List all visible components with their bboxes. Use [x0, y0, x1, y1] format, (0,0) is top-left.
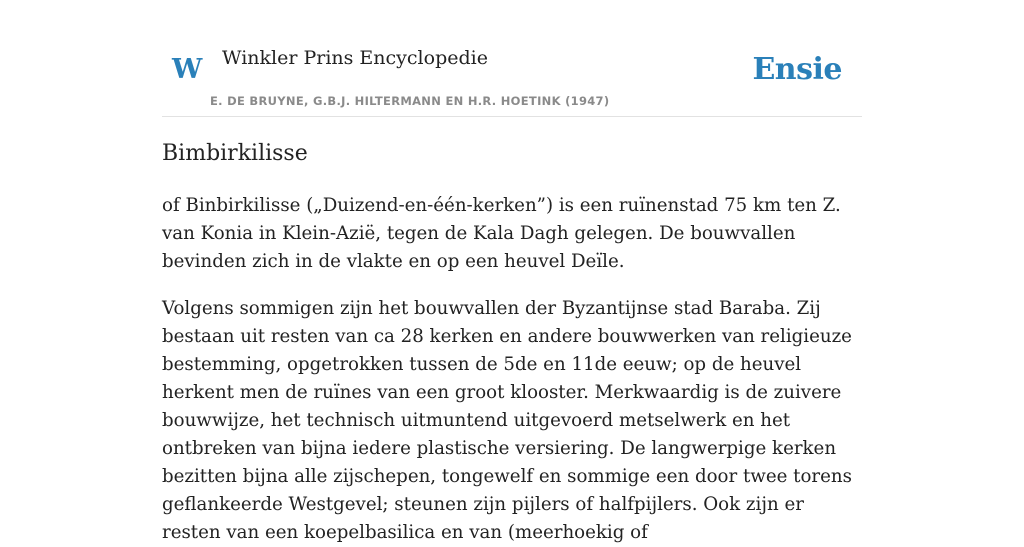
site-title[interactable]: Winkler Prins Encyclopedie — [222, 47, 488, 69]
article-title: Bimbirkilisse — [162, 141, 308, 166]
edition-authors: E. DE BRUYNE, G.B.J. HILTERMANN EN H.R. HOETINK (1947) — [210, 94, 610, 108]
article-paragraph: of Binbirkilisse („Duizend-en-één-kerken”) is een ruïnenstad 75 km ten Z. van Konia in Klein-Azië, tegen de Kala Dagh gelegen. De bouwvallen bevinden zich in de vlakte en op een heuvel Deïle. — [162, 195, 841, 272]
ensie-brand-logo[interactable]: Ensie — [752, 52, 842, 87]
article-paragraph: Volgens sommigen zijn het bouwvallen der Byzantijnse stad Baraba. Zij bestaan uit resten van ca 28 kerken en andere bouwwerken van religieuze bestemming, opgetrokken tussen de 5de en 11de eeuw; op de heuvel herkent men de ruïnes van een groot klooster. Merkwaardig is de zuivere bouwwijze, het technisch uitmuntend uitgevoerd metselwerk en het ontbreken van bijna iedere plastische versiering. De langwerpige kerken bezitten bijna alle zijschepen, tongewelf en sommige een door twee torens geflankeerde Westgevel; steunen zijn pijlers of halfpijlers. Ook zijn er resten van een koepelbasilica en van (meerhoekig of — [162, 298, 852, 543]
site-logo-icon[interactable]: W — [172, 54, 203, 85]
article — [162, 138, 862, 547]
site-header — [162, 0, 862, 117]
